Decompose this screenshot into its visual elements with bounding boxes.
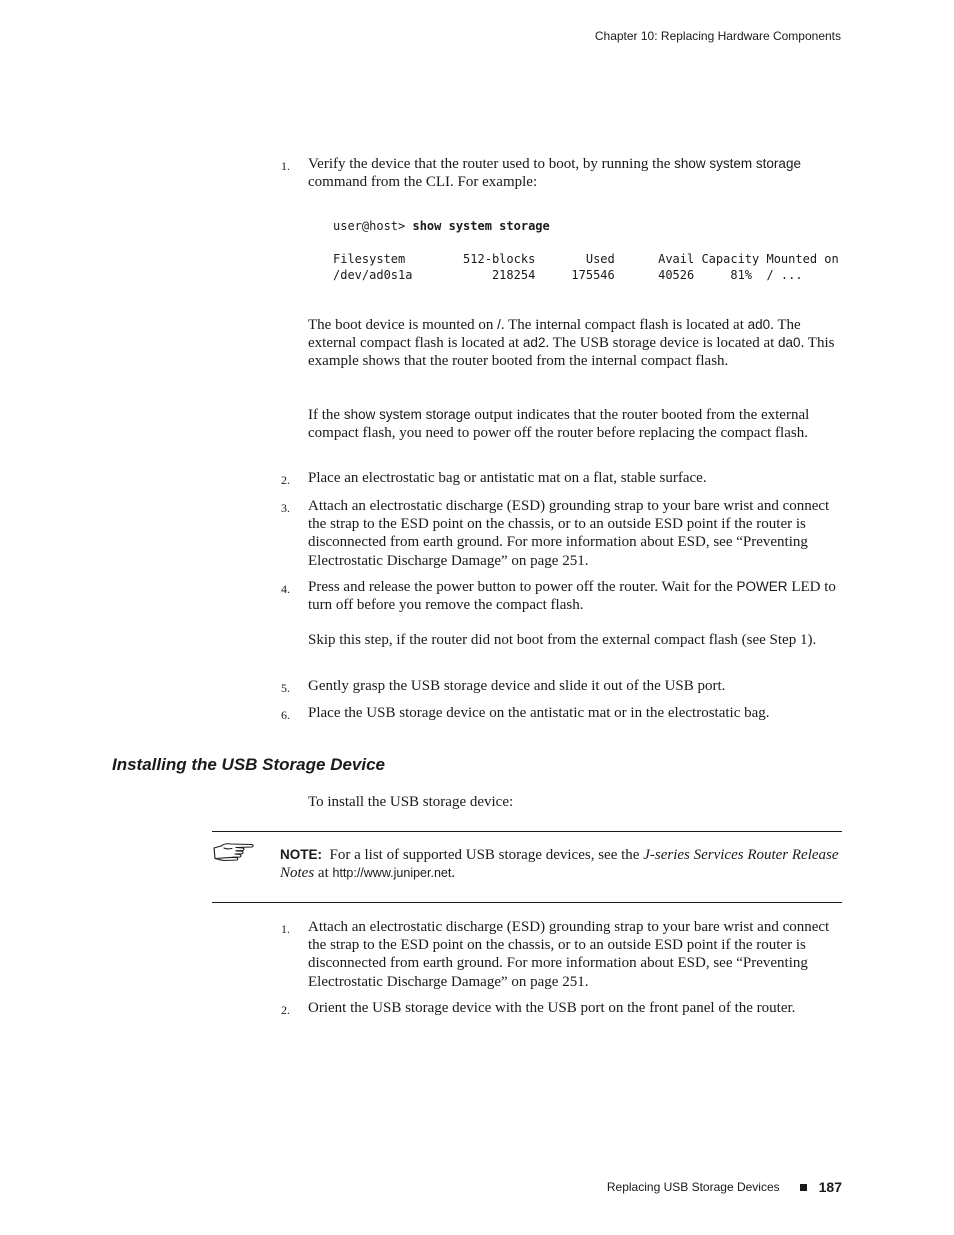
code-data-row: /dev/ad0s1a 218254 175546 40526 81% / ... bbox=[333, 268, 803, 282]
page-number: 187 bbox=[818, 1179, 842, 1195]
step-number: 2. bbox=[281, 473, 290, 487]
footer-section-title: Replacing USB Storage Devices bbox=[606, 1180, 780, 1194]
step-number: 2. bbox=[281, 1003, 290, 1017]
step-number: 4. bbox=[281, 582, 290, 596]
step-number: 5. bbox=[281, 681, 290, 695]
section-intro: To install the USB storage device: bbox=[308, 794, 514, 810]
step-text: Attach an electrostatic discharge (ESD) grounding strap to your bare wrist and connect the strap to the ESD point on the chassis, or to an outside ESD point if the router is disconnected from earth ground. For more information about ESD, see “Preventing Electrostatic Discharge Damage” on page 251. bbox=[308, 919, 830, 990]
step-number: 1. bbox=[281, 159, 290, 173]
step-text: Gently grasp the USB storage device and slide it out of the USB port. bbox=[308, 678, 726, 694]
cli-command: show system storage bbox=[674, 156, 801, 171]
boot-device-paragraph: The boot device is mounted on /. The internal compact flash is located at ad0. The external compact flash is located at ad2. The USB storage device is located at da0. This example shows that the router booted from the internal compact flash. bbox=[308, 317, 835, 370]
note-top-rule bbox=[212, 831, 842, 832]
step-text: Place the USB storage device on the antistatic mat or in the electrostatic bag. bbox=[308, 705, 770, 721]
running-header: Chapter 10: Replacing Hardware Components bbox=[594, 29, 841, 43]
step-number: 3. bbox=[281, 501, 290, 515]
juniper-url-link[interactable]: http://www.juniper.net bbox=[332, 866, 452, 881]
step-number: 1. bbox=[281, 922, 290, 936]
note-label: NOTE: bbox=[280, 847, 322, 862]
step-number: 6. bbox=[281, 708, 290, 722]
release-notes-reference: J-series Services Router Release Notes bbox=[280, 847, 839, 882]
section-heading: Installing the USB Storage Device bbox=[112, 755, 386, 774]
page-footer bbox=[607, 1179, 842, 1195]
step-text: Attach an electrostatic discharge (ESD) grounding strap to your bare wrist and connect the strap to the ESD point on the chassis, or to an outside ESD point if the router is disconnected from earth ground. For more information about ESD, see “Preventing Electrostatic Discharge Damage” on page 251. bbox=[308, 498, 830, 569]
step-text: Press and release the power button to power off the router. Wait for the POWER LED to turn off before you remove the compact flash. bbox=[308, 579, 836, 614]
note-bottom-rule bbox=[212, 902, 842, 903]
footer-bullet-square bbox=[800, 1184, 807, 1191]
external-flash-paragraph: If the show system storage output indicates that the router booted from the external compact flash, you need to power off the router before replacing the compact flash. bbox=[308, 407, 810, 442]
step-text: Place an electrostatic bag or antistatic mat on a flat, stable surface. bbox=[308, 470, 707, 486]
code-command: show system storage bbox=[412, 219, 550, 233]
step-text: Orient the USB storage device with the USB port on the front panel of the router. bbox=[308, 1000, 796, 1016]
skip-paragraph: Skip this step, if the router did not boot from the external compact flash (see Step 1). bbox=[308, 632, 817, 648]
pointing-hand-icon bbox=[212, 840, 256, 864]
note-text: NOTE: For a list of supported USB storage devices, see the J-series Services Router Release Notes at http://www.juniper.net. bbox=[280, 847, 839, 882]
step-text: Verify the device that the router used to boot, by running the show system storage command from the CLI. For example: bbox=[308, 156, 801, 191]
code-prompt-line: user@host> show system storage bbox=[333, 219, 550, 233]
code-header-row: Filesystem 512-blocks Used Avail Capacity Mounted on bbox=[333, 252, 839, 266]
